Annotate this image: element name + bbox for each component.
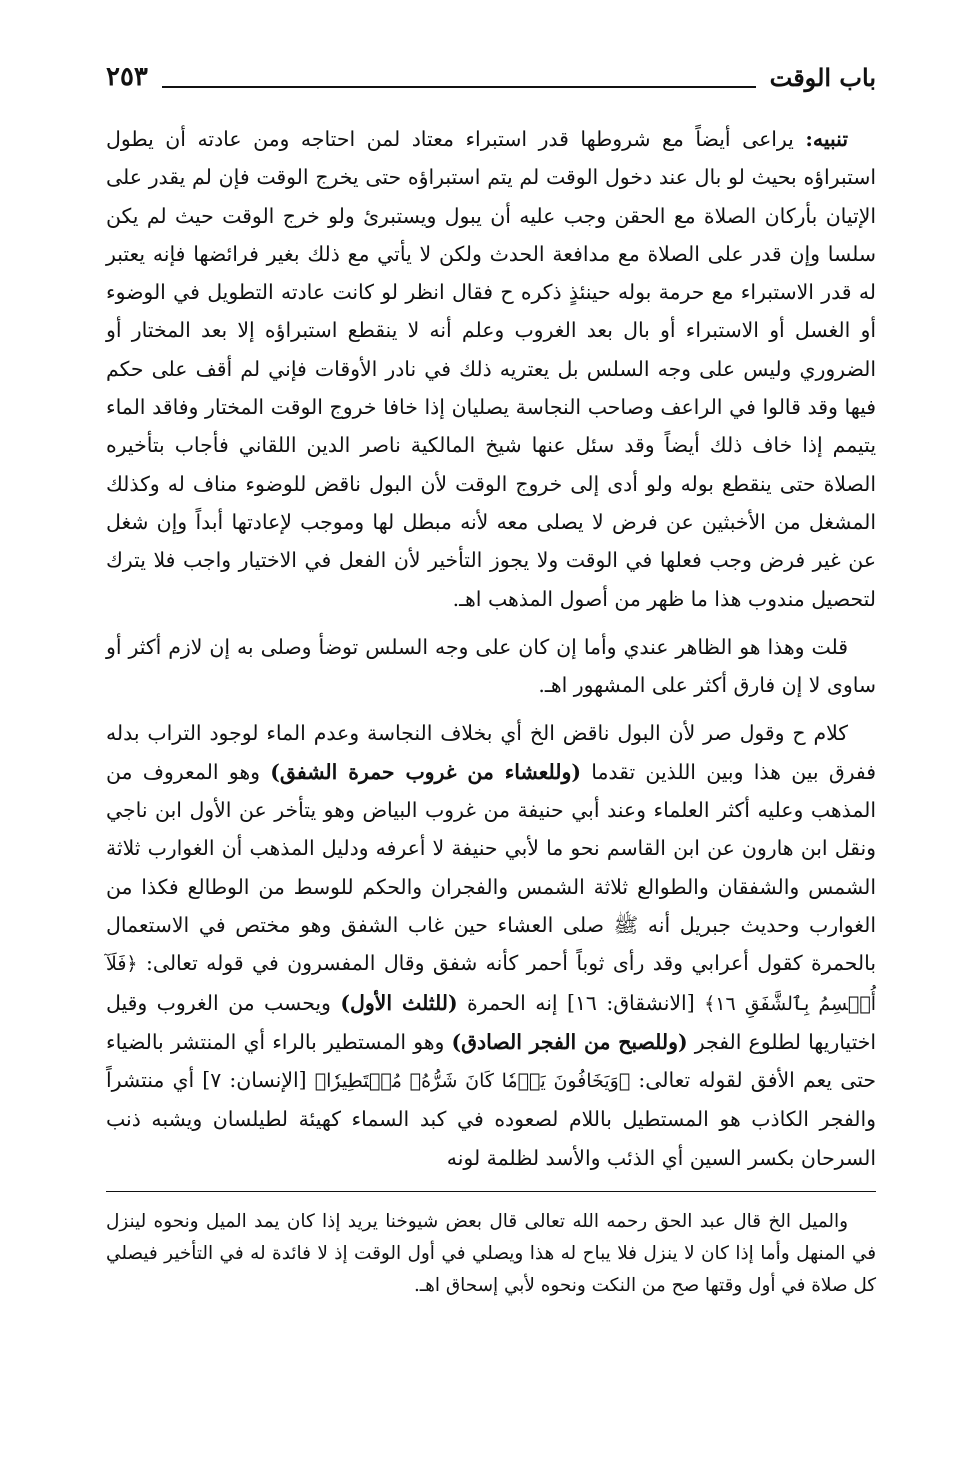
chapter-title: باب الوقت	[769, 62, 876, 92]
paragraph-text: [الانشقاق: ١٦] إنه الحمرة	[457, 990, 705, 1015]
paragraph-text: ويحسب من الغروب وقيل اختياريها لطلوع الفجر	[106, 990, 877, 1054]
matn-first-third: (للثلث الأول)	[340, 990, 458, 1015]
footnote-divider	[106, 1191, 876, 1192]
quran-verse-shafaq: ﴿فَلَآ أُقۡسِمُ بِٱلشَّفَقِ ١٦﴾	[106, 953, 877, 1015]
paragraph-text: كلام ح وقول صر لأن البول ناقض الخ أي بخلاف النجاسة وعدم الماء لوجود التراب بدله ففرق بين هذا وبين اللذين تقدما	[106, 721, 876, 784]
matn-subh: (وللصبح من الفجر الصادق)	[451, 1029, 688, 1054]
paragraph-kalam	[106, 714, 876, 1177]
matn-isha: (وللعشاء من غروب حمرة الشفق)	[270, 759, 581, 784]
paragraph-text: وهو المعروف من المذهب وعليه أكثر العلماء وعند أبي حنيفة من غروب البياض وهو يتأخر عن الأول ابن ناجي ونقل ابن هارون عن ابن القاسم نحو ما لأبي حنيفة لا أعرفه ودليل المذهب أن الغوارب ثلاثة الشمس والشفقان والطوالع ثلاثة الشمس والفجران والحكم للوسط من الوطالع فكذا من الغوارب وحديث جبريل أنه ﷺ صلى العشاء حين غاب الشفق وهو مختص في الاستعمال بالحمرة كقول أعرابي وقد رأى ثوباً أحمر كأنه شفق وقال المفسرون في قوله تعالى:	[106, 759, 876, 976]
paragraph-text: [الإنسان: ٧] أي منتشراً والفجر الكاذب هو المستطيل باللام لصعوده في كبد السماء كهيئة لطيلسان ويشبه ذنب السرحان بكسر السين أي الذئب والأسد لظلمة لونه	[106, 1068, 876, 1170]
tanbih-label: تنبيه:	[805, 127, 848, 151]
page-header	[106, 60, 876, 94]
quran-verse-mustatir: ﴿وَيَخَافُونَ يَوۡمٗا كَانَ شَرُّهُۥ مُسۡتَطِيرٗا﴾	[314, 1070, 631, 1093]
paragraph-text: قلت وهذا هو الظاهر عندي وأما إن كان على وجه السلس توضأ وصلى به إن لازم أكثر أو ساوى لا إن فارق أكثر على المشهور اهـ.	[106, 634, 876, 698]
paragraph-text: وهو المستطير بالراء أي المنتشر بالضياء حتى يعم الأفق لقوله تعالى:	[106, 1029, 876, 1093]
book-page	[106, 60, 876, 1320]
paragraph-text: يراعى أيضاً مع شروطها قدر استبراء معتاد لمن احتاجه ومن عادته أن يطول استبراؤه بحيث لو بال عند دخول الوقت لم يتم استبراؤه حتى يخرج الوقت فإن لم يقدر على الإتيان بأركان الصلاة مع الحقن وجب عليه أن يبول ويستبرئ ولو خرج الوقت حيث لم يكن سلسا وإن قدر على الصلاة مع مدافعة الحدث ولكن لا يأتي مع ذلك بغير فرائضها فإنه يعتبر له قدر الاستبراء مع حرمة بوله حينئذٍ ذكره ح فقال انظر لو كانت عادته التطويل في الوضوء أو الغسل أو الاستبراء أو بال بعد الغروب وعلم أنه لا ينقطع استبراؤه إلا بعد المختار أو الضروري وليس على وجه السلس بل يعتريه ذلك في نادر الأوقات فإني لم أقف على حكم فيها وقد قالوا في الراعف وصاحب النجاسة يصليان إذا خافا خروج الوقت المختار وفاقد الماء يتيمم إذا خاف ذلك أيضاً وقد سئل عنها شيخ المالكية ناصر الدين اللقاني فأجاب بتأخيره الصلاة حتى ينقطع بوله ولو أدى إلى خروج الوقت لأن البول ناقض للوضوء مناف له وكذلك المشغل من الأخبثين عن فرض لا يصلى معه لأنه مبطل لها وموجب لإعادتها أبداً وإن شغل عن غير فرض وجب فعلها في الوقت ولا يجوز التأخير لأن الفعل في الاختيار واجب فلا يترك لتحصيل مندوب هذا ما ظهر من أصول المذهب اهـ.	[106, 127, 876, 611]
footnote: والميل الخ قال عبد الحق رحمه الله تعالى قال بعض شيوخنا يريد إذا كان يمد الميل ونحوه لينزل في المنهل وأما إذا كان لا ينزل فلا يباح له هذا ويصلي في أول الوقت إذ لا فائدة له في التأخير فيصلي كل صلاة في أول وقتها صح من النكت ونحوه لأبي إسحاق اهـ.	[106, 1211, 876, 1297]
page-number: ٢٥٣	[106, 62, 148, 92]
header-rule	[162, 86, 756, 88]
paragraph-tanbih	[106, 120, 876, 618]
paragraph-qult	[106, 628, 876, 705]
main-text	[106, 120, 876, 1177]
